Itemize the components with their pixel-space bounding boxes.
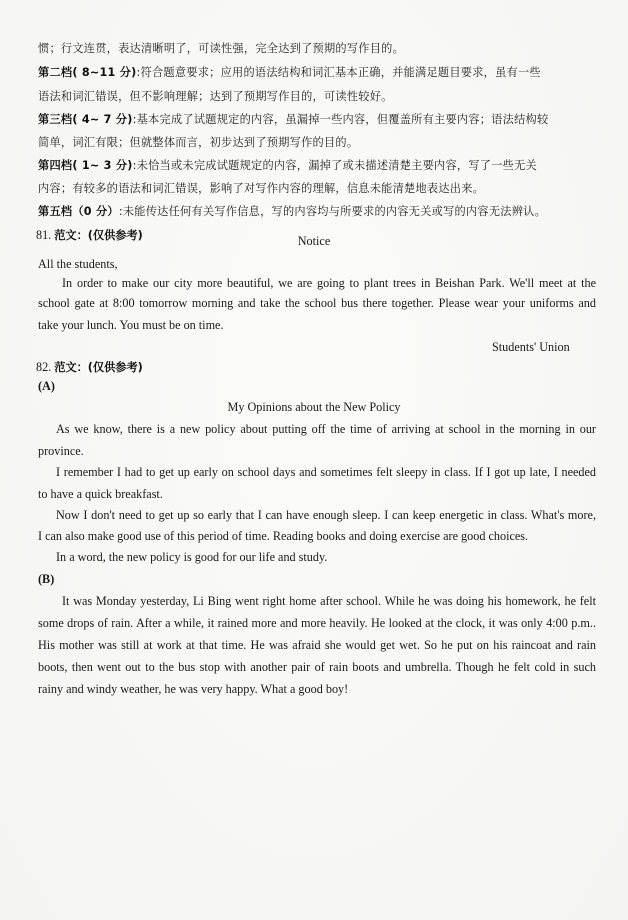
tier4-range: ( 1~ 3 分) [72,159,133,172]
q82-heading-text: 范文：(仅供参考) [54,361,143,374]
q81-heading-text: 范文：(仅供参考) [54,229,143,242]
part-a-line-4: to have a quick breakfast. [38,487,163,501]
tier5-label: 第五档 [38,205,73,218]
q81-number: 81. [36,228,52,242]
part-a-line-1: As we know, there is a new policy about putting off the time of arriving at school in the morning in our [56,422,596,436]
rubric-tier4-line1 [38,159,537,173]
notice-salutation: All the students, [38,257,118,271]
q82-heading [36,360,143,375]
part-b-label: (B) [38,572,55,586]
rubric-tier5-line1 [38,205,546,219]
q82-number: 82. [36,360,52,374]
part-a-line-5: Now I don't need to get up so early that I can have enough sleep. I can keep energetic in class. What's more, [56,508,596,522]
tier5-text-1: :未能传达任何有关写作信息，写的内容均与所要求的内容无关或写的内容无法辨认。 [118,205,547,218]
rubric-tier3-line1 [38,113,548,127]
part-a-title: My Opinions about the New Policy [227,400,401,414]
tier3-label: 第三档 [38,113,73,126]
part-b-line-1: It was Monday yesterday, Li Bing went right home after school. While he was doing his homework, he felt [62,594,596,608]
tier4-label: 第四档 [38,159,73,172]
part-b-line-3: His mother was still at work at that time. He was afraid she would get wet. So he put on his raincoat and rain [38,638,596,652]
part-a-label: (A) [38,379,55,393]
tier3-range: ( 4~ 7 分) [72,113,133,126]
rubric-tier1-continuation: 惯；行文连贯，表达清晰明了，可读性强，完全达到了预期的写作目的。 [38,42,405,55]
part-b-line-5: rainy and windy weather, he was very happy. What a good boy! [38,682,349,696]
tier2-range: ( 8~11 分) [72,66,137,79]
rubric-tier2-line1 [38,66,541,80]
part-a-line-6: I can also make good use of this period of time. Reading books and doing exercise are good choices. [38,529,529,543]
tier2-label: 第二档 [38,66,73,79]
rubric-tier3-line2: 简单，词汇有限；但就整体而言，初步达到了预期写作的目的。 [38,136,359,149]
notice-body-line-1: In order to make our city more beautiful, we are going to plant trees in Beishan Park. We'll meet at the [62,276,596,290]
part-a-line-7: In a word, the new policy is good for our life and study. [56,550,328,564]
notice-signature: Students' Union [492,340,570,354]
tier2-text-1: :符合题意要求；应用的语法结构和词汇基本正确，并能满足题目要求，虽有一些 [136,66,541,79]
notice-title: Notice [297,234,331,248]
part-b-line-4: boots, then went out to the bus stop with another pair of rain boots and umbrella. Though he felt cold in such [38,660,596,674]
part-b-line-2: some drops of rain. After a while, it rained more and more heavily. He looked at the clock, it was only 4:00 p.m.. [38,616,596,630]
tier4-text-1: :未恰当或未完成试题规定的内容，漏掉了或未描述清楚主要内容，写了一些无关 [132,159,537,172]
notice-body-line-3: take your lunch. You must be on time. [38,318,224,332]
tier3-text-1: :基本完成了试题规定的内容，虽漏掉一些内容，但覆盖所有主要内容；语法结构较 [132,113,549,126]
notice-body-line-2: school gate at 8:00 tomorrow morning and take the school bus there together. Please wear your uniforms and [38,296,596,310]
tier5-range: （0 分） [72,205,119,218]
part-a-line-3: I remember I had to get up early on school days and sometimes felt sleepy in class. If I got up late, I needed [56,465,596,479]
part-a-line-2: province. [38,444,84,458]
rubric-tier4-line2: 内容；有较多的语法和词汇错误，影响了对写作内容的理解，信息未能清楚地表达出来。 [38,182,485,195]
rubric-tier2-line2: 语法和词汇错误，但不影响理解；达到了预期写作目的，可读性较好。 [38,90,393,103]
